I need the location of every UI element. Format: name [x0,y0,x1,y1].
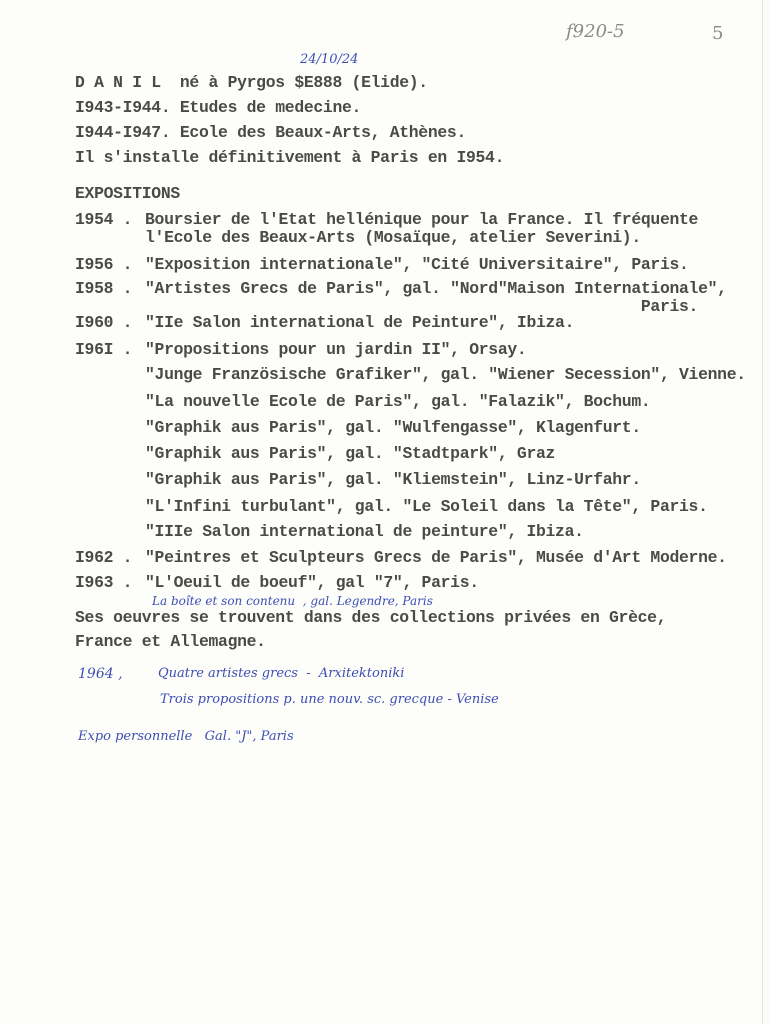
bio-line: I944-I947. Ecole des Beaux-Arts, Athènes. [75,123,466,142]
exhibition-line: "IIIe Salon international de peinture", Ibiza. [145,522,584,541]
exhibition-line: "Peintres et Sculpteurs Grecs de Paris", Musée d'Art Moderne. [145,548,727,567]
handwritten-addition: La boîte et son contenu , gal. Legendre, Paris [152,594,433,608]
date-note: 24/10/24 [300,52,359,67]
exhibition-line: "L'Infini turbulant", gal. "Le Soleil dans la Tête", Paris. [145,497,708,516]
bio-line: I943-I944. Etudes de medecine. [75,98,362,117]
exhibition-line: "IIe Salon international de Peinture", Ibiza. [145,313,575,332]
collections-line: France et Allemagne. [75,632,266,651]
exhibition-line: "Propositions pour un jardin II", Orsay. [145,340,527,359]
page-number: 5 [712,23,724,44]
exhibition-year: I962 . [75,548,133,567]
exhibition-line: "Exposition internationale", "Cité Universitaire", Paris. [145,255,689,274]
exhibition-year: I958 . [75,279,133,298]
exhibition-line: "La nouvelle Ecole de Paris", gal. "Falazik", Bochum. [145,392,651,411]
exhibition-line: l'Ecole des Beaux-Arts (Mosaïque, atelier Severini). [145,228,641,247]
archive-reference: f920-5 [566,21,625,42]
exhibition-line: Paris. [145,297,699,316]
handwritten-line: Expo personnelle Gal. "J", Paris [78,729,294,744]
exhibition-line: "Junge Französische Grafiker", gal. "Wiener Secession", Vienne. [145,365,746,384]
handwritten-year: 1964 , [78,666,123,682]
exhibition-line: "Graphik aus Paris", gal. "Wulfengasse", Klagenfurt. [145,418,641,437]
exhibition-year: I963 . [75,573,133,592]
exhibition-year: I960 . [75,313,133,332]
exhibition-year: I96I . [75,340,133,359]
exhibition-line: "L'Oeuil de boeuf", gal "7", Paris. [145,573,479,592]
collections-line: Ses oeuvres se trouvent dans des collections privées en Grèce, [75,608,667,627]
exhibition-year: I956 . [75,255,133,274]
handwritten-line: Quatre artistes grecs - Arxitektoniki [158,666,405,681]
exhibition-year: 1954 . [75,210,133,229]
bio-line: D A N I L né à Pyrgos $E888 (Elide). [75,73,428,92]
exhibition-line: "Graphik aus Paris", gal. "Stadtpark", Graz [145,444,556,463]
exhibition-line: "Artistes Grecs de Paris", gal. "Nord"Maison Internationale", [145,279,727,298]
section-title: EXPOSITIONS [75,184,180,203]
exhibition-line: Boursier de l'Etat hellénique pour la France. Il fréquente [145,210,699,229]
handwritten-line: Trois propositions p. une nouv. sc. grecque - Venise [160,692,499,707]
bio-line: Il s'installe définitivement à Paris en I954. [75,148,505,167]
exhibition-line: "Graphik aus Paris", gal. "Kliemstein", Linz-Urfahr. [145,470,641,489]
